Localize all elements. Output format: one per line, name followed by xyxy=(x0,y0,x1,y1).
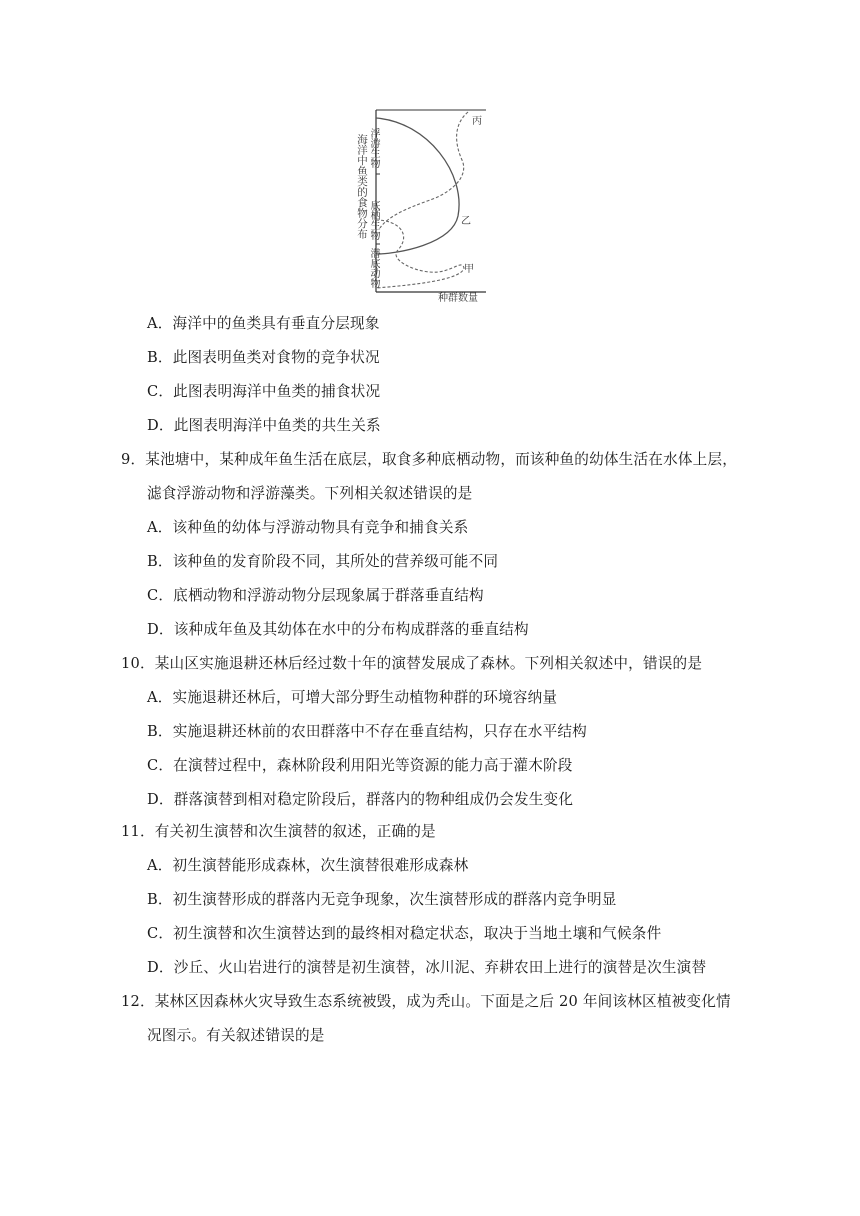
q10-option-c: C．在演替过程中，森林阶段利用阳光等资源的能力高于灌木阶段 xyxy=(147,757,573,774)
q12-stem-line2: 况图示。有关叙述错误的是 xyxy=(147,1027,325,1044)
q11-option-b: B．初生演替形成的群落内无竞争现象，次生演替形成的群落内竞争明显 xyxy=(147,891,617,908)
zone-label-benthic: 底栖生物 xyxy=(368,200,379,240)
q10-option-a: A．实施退耕还林后，可增大部分野生动植物种群的环境容纳量 xyxy=(147,689,558,706)
q11-option-c: C．初生演替和次生演替达到的最终相对稳定状态，取决于当地土壤和气候条件 xyxy=(147,925,662,942)
q11-option-d: D．沙丘、火山岩进行的演替是初生演替，冰川泥、弃耕农田上进行的演替是次生演替 xyxy=(147,959,707,976)
curve-c xyxy=(380,112,468,228)
x-axis-label: 种群数量 xyxy=(438,293,478,304)
q9-option-c: C．底栖动物和浮游动物分层现象属于群落垂直结构 xyxy=(147,587,484,604)
q10-option-b: B．实施退耕还林前的农田群落中不存在垂直结构，只存在水平结构 xyxy=(147,723,587,740)
zone-label-burrowing: 潜底动物 xyxy=(368,248,379,288)
distribution-diagram xyxy=(358,104,498,308)
q8-option-b: B．此图表明鱼类对食物的竞争状况 xyxy=(147,349,380,366)
q9-option-d: D．该种成年鱼及其幼体在水中的分布构成群落的垂直结构 xyxy=(147,621,529,638)
q9-stem-line2: 滤食浮游动物和浮游藻类。下列相关叙述错误的是 xyxy=(147,485,473,502)
q8-option-a: A．海洋中的鱼类具有垂直分层现象 xyxy=(147,315,380,332)
q10-stem: 10．某山区实施退耕还林后经过数十年的演替发展成了森林。下列相关叙述中，错误的是 xyxy=(121,655,703,672)
q9-stem-line1: 9．某池塘中，某种成年鱼生活在底层，取食多种底栖动物，而该种鱼的幼体生活在水体上层， xyxy=(121,451,738,468)
curve-a-label: 甲 xyxy=(464,264,474,275)
curve-b-label: 乙 xyxy=(461,216,471,227)
q10-option-d: D．群落演替到相对稳定阶段后，群落内的物种组成仍会发生变化 xyxy=(147,791,574,808)
q9-option-a: A．该种鱼的幼体与浮游动物具有竞争和捕食关系 xyxy=(147,519,469,536)
q11-option-a: A．初生演替能形成森林，次生演替很难形成森林 xyxy=(147,857,469,874)
q9-option-b: B．该种鱼的发育阶段不同，其所处的营养级可能不同 xyxy=(147,553,499,570)
q8-option-c: C．此图表明海洋中鱼类的捕食状况 xyxy=(147,383,381,400)
q11-stem: 11．有关初生演替和次生演替的叙述，正确的是 xyxy=(121,823,436,840)
q12-stem-line1: 12．某林区因森林火灾导致生态系统被毁，成为秃山。下面是之后 20 年间该林区植被变化情 xyxy=(121,993,731,1010)
curve-c-label: 丙 xyxy=(472,116,482,127)
curve-b xyxy=(376,118,459,254)
fish-food-distribution-figure xyxy=(358,104,498,308)
zone-label-plankton: 浮游生物 xyxy=(368,128,379,168)
q8-option-d: D．此图表明海洋中鱼类的共生关系 xyxy=(147,417,381,434)
y-axis-label: 海洋中鱼类的食物分布 xyxy=(356,134,368,239)
